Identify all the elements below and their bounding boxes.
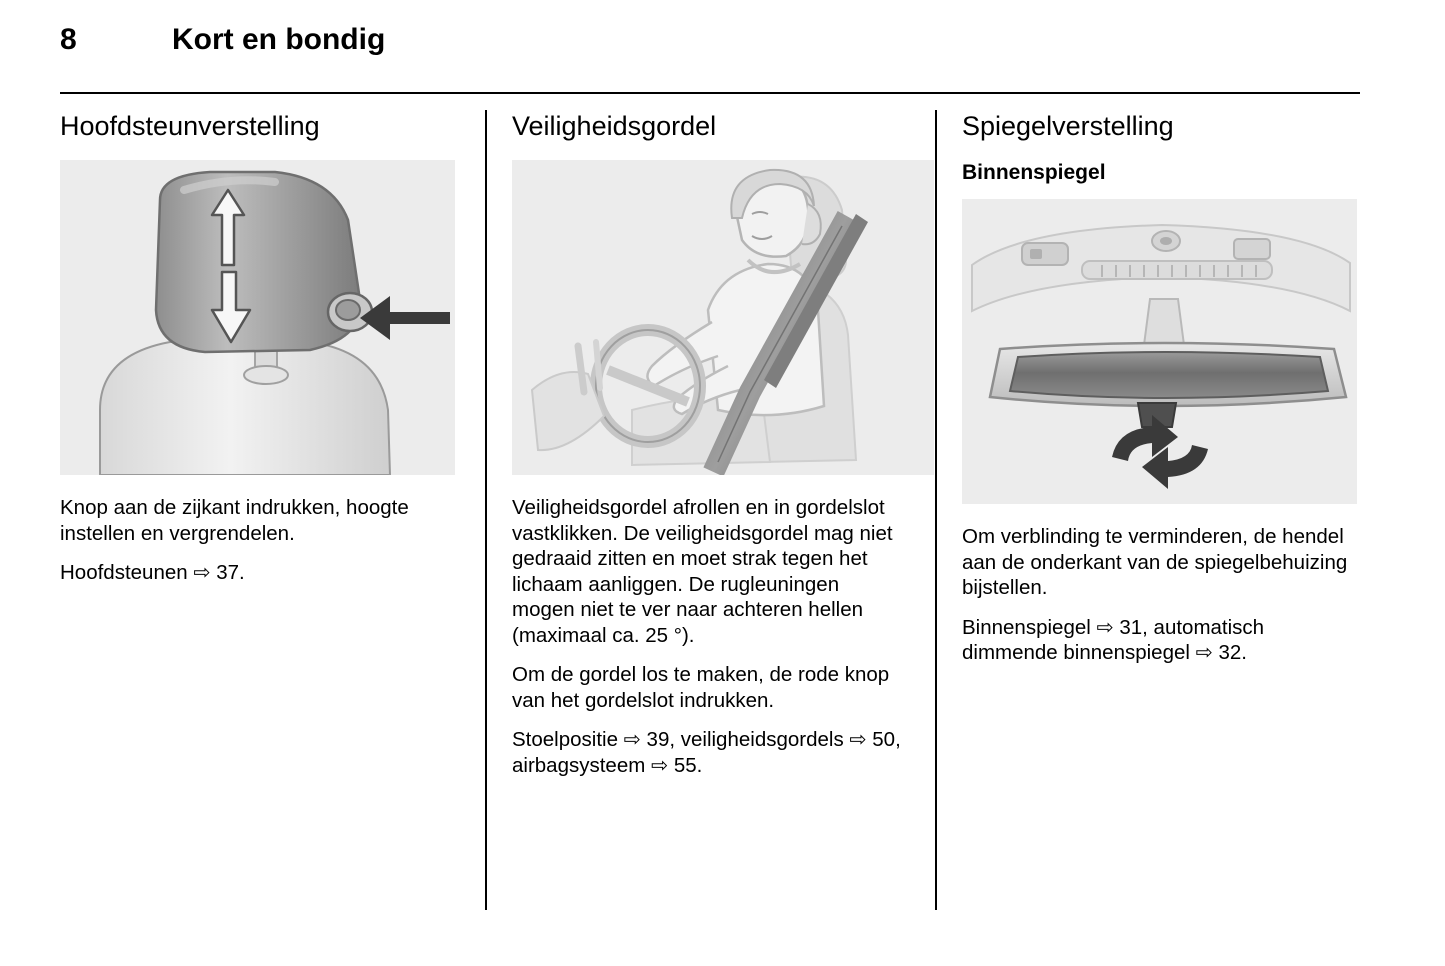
seatbelt-reference: Stoelpositie ⇨ 39, veiligheidsgordels ⇨ 50, airbagsysteem ⇨ 55. [512, 728, 901, 777]
seat-belt-illustration [512, 160, 934, 475]
headrest-text-1: Knop aan de zijkant indrukken, hoogte instellen en vergrendelen. [60, 496, 409, 545]
content-columns [60, 110, 1360, 910]
section-mirror [935, 110, 1360, 910]
page-number: 8 [60, 23, 77, 56]
headrest-adjustment-illustration [60, 160, 455, 475]
section-title-mirror: Spiegelverstelling [962, 111, 1174, 141]
section-headrest [60, 110, 485, 910]
page-title: Kort en bondig [172, 23, 386, 56]
headrest-reference: Hoofdsteunen ⇨ 37. [60, 561, 245, 584]
mirror-reference: Binnenspiegel ⇨ 31, automatisch dimmende binnenspiegel ⇨ 32. [962, 615, 1265, 664]
section-title-seatbelt: Veiligheidsgordel [512, 111, 717, 141]
section-subtitle-interior-mirror: Binnenspiegel [962, 161, 1106, 184]
page-header [60, 22, 1360, 74]
header-divider [60, 92, 1360, 94]
seatbelt-text-2: Om de gordel los te maken, de rode knop van het gordelslot indrukken. [512, 663, 890, 712]
seatbelt-text-1: Veiligheidsgordel afrollen en in gordelslot vastklikken. De veiligheidsgordel mag niet gedraaid zitten en moet strak tegen het lichaam aanliggen. De rugleuningen mogen niet te ver naar achteren hellen (maximaal ca. 25 °). [512, 496, 893, 647]
section-title-headrest: Hoofdsteunverstelling [60, 111, 320, 141]
section-seatbelt [485, 110, 935, 910]
mirror-text-1: Om verblinding te verminderen, de hendel aan de onderkant van de spiegelbehuizing bijstellen. [962, 525, 1348, 599]
interior-mirror-illustration [962, 199, 1357, 504]
